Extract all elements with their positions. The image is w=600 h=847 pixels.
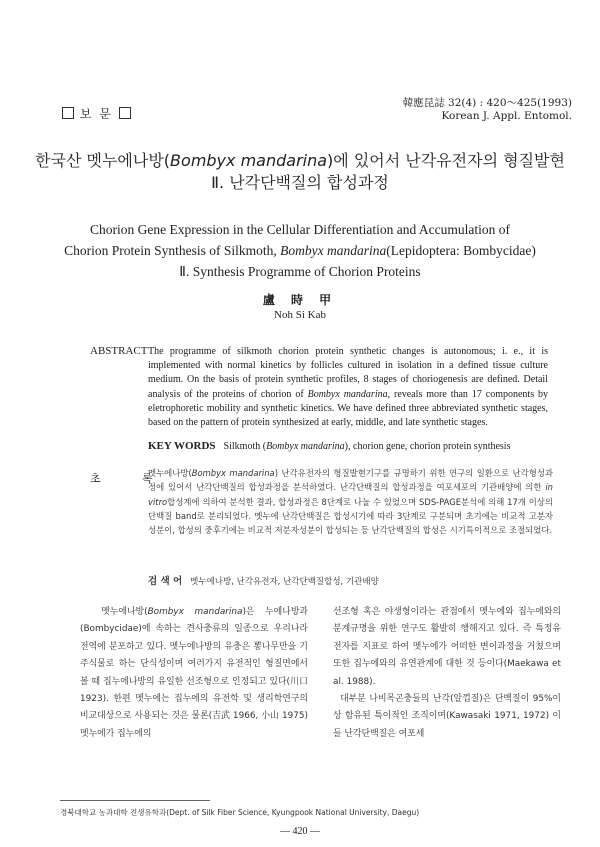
paper-type-label — [62, 105, 131, 122]
title-english-line2: Chorion Protein Synthesis of Silkmoth, Bombyx mandarina(Lepidoptera: Bombycidae) — [64, 243, 536, 258]
footnote-divider — [60, 800, 210, 801]
body-paragraph-1: 선조형 혹은 야생형이라는 관점에서 멧누에와 집누에와의 분계규명을 위한 연구도 활발히 행해지고 있다. 즉 특정유전자를 지표로 하여 멧누에가 어떠한 변이과정을 거쳤으며 또한 집누에와의 유연관계에 대한 것 등이다(Maekawa et al. 1988). — [333, 607, 561, 687]
title-english — [0, 219, 600, 282]
body-column-left: 멧누에나방(Bombyx mandarina)은 누에나방과(Bombycidae)에 속하는 견사충류의 일종으로 우리나라 전역에 분포하고 있다. 멧누에나방의 유충은 뽕나무만을 기주식물로 하는 단식성이며 여러가지 유전적인 형질면에서 볼 때 집누에나방의 유일한 선조형으로 인정되고 있다(川口 1923). 한편 멧누에는 집누에의 유전학 및 생리학연구의 비교대상으로 사용되는 것은 물론(吉武 1966, 小山 1975) 멧누에가 집누에의 — [80, 607, 308, 739]
title-korean-line1: 한국산 멧누에나방(Bombyx mandarina)에 있어서 난각유전자의 형질발현 — [35, 151, 565, 170]
keywords-label: KEY WORDS — [148, 440, 216, 452]
korean-keywords: 검 색 어 멧누에나방, 난각유전자, 난각단백질합성, 기관배양 — [148, 576, 379, 587]
abstract-text: The programme of silkmoth chorion protein synthetic changes is autonomous; i. e., it is implemented with normal kinetics by follicles cultured in isolation in a defined tissue culture medium. On the basis of protein synthetic profiles, 8 stages of choriogenesis are defined. Detail analysis of the proteins of chorion of Bombyx mandarina, reveals more than 17 components by eletrophoretic mobility and synthetic kinetics. We have defined three abbreviated synthetic stages, based on the pattern of protein synthesized at early, middle, and late synthetic stages. — [148, 346, 548, 429]
title-korean — [0, 150, 600, 194]
journal-citation — [403, 97, 572, 123]
author-english: Noh Si Kab — [274, 309, 326, 321]
title-english-line1: Chorion Gene Expression in the Cellular Differentiation and Accumulation of — [89, 222, 511, 237]
korean-abstract-label: 초 록 — [90, 472, 153, 485]
title-english-line3: Ⅱ. Synthesis Programme of Chorion Proteins — [179, 264, 421, 279]
checkbox-left-icon — [62, 107, 74, 119]
keywords: KEY WORDS Silkmoth (Bombyx mandarina), chorion gene, chorion protein synthesis — [148, 440, 511, 452]
checkbox-right-icon — [119, 107, 131, 119]
author-korean: 盧 時 甲 — [262, 293, 338, 307]
korean-keywords-label: 검 색 어 — [148, 576, 183, 587]
journal-line2: Korean J. Appl. Entomol. — [441, 110, 572, 122]
page-number: — 420 — — [280, 826, 320, 837]
paper-type-text: 보 문 — [79, 107, 113, 121]
abstract-label: ABSTRACT — [90, 345, 148, 357]
journal-line1: 韓應昆誌 32(4) : 420～425(1993) — [402, 97, 572, 109]
footnote-affiliation: 경북대학교 농과대학 견생유학과(Dept. of Silk Fiber Science, Kyungpook National University, Daegu) — [60, 808, 420, 817]
title-korean-line2: Ⅱ. 난각단백질의 합성과정 — [211, 173, 389, 192]
body-paragraph-2: 대부분 나비목곤충들의 난각(알껍질)은 단백질이 95%이상 함유된 특이적인 조직이며(Kawasaki 1971, 1972) 이들 난각단백질은 여포세 — [333, 694, 561, 739]
korean-abstract-text: 멧누에나방(Bombyx mandarina) 난각유전자의 형질발현기구를 규명하기 위한 연구의 일환으로 난각형성과정에 있어서 난각단백질의 합성과정을 분석하였다. 난각단백질의 합성과정을 여포세포의 기관배양에 의한 in vitro합성계에 의하여 분석한 결과, 합성과정은 8단계로 나눌 수 있었으며 SDS-PAGE분석에 의해 17개 이상의 단백질 band로 분리되었다. 멧누에 난각단백질은 합성시기에 따라 3단계로 구분되며 초기에는 비교적 고분자 성분이, 합성의 중후기에는 비교적 저분자성분이 합성되는 등 난각단백질의 합성은 시기특이적으로 조절되었다. — [148, 468, 553, 536]
body-column-right — [333, 604, 561, 743]
